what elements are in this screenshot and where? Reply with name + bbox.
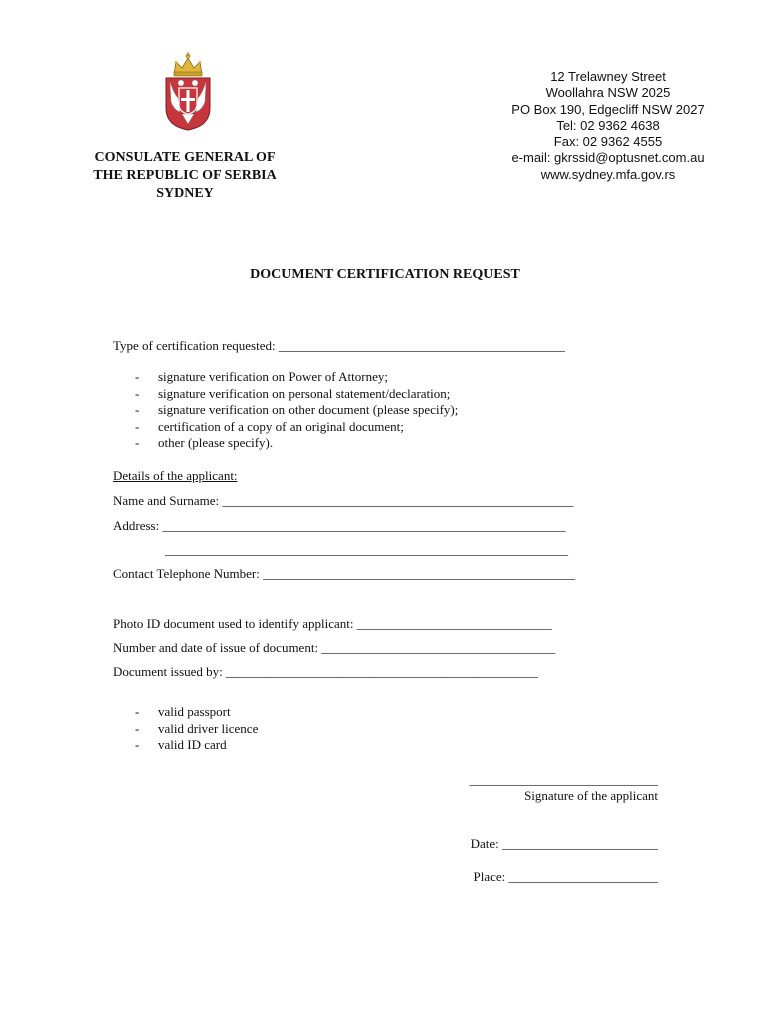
bullet-dash: - (135, 402, 140, 417)
crown-icon (174, 52, 202, 76)
contact-telephone-field[interactable]: Contact Telephone Number: ________________________________________________ (113, 566, 576, 581)
contact-website: www.sydney.mfa.gov.rs (540, 166, 676, 182)
serbia-coat-of-arms-icon (160, 50, 216, 132)
consulate-name-line: SYDNEY (156, 186, 214, 201)
applicant-details-heading (113, 468, 238, 484)
certification-options-list (113, 369, 458, 452)
list-item-label: certification of a copy of an original document; (158, 418, 404, 434)
contact-block (470, 69, 746, 183)
contact-tel: Tel: 02 9362 4638 (556, 117, 660, 133)
signature-line[interactable]: _____________________________ (469, 772, 658, 787)
list-item-label: signature verification on Power of Attorney; (158, 369, 388, 384)
list-item (113, 737, 258, 754)
list-item (113, 721, 258, 738)
document-number-date-field[interactable]: Number and date of issue of document: ____________________________________ (113, 640, 556, 655)
signature-label: Signature of the applicant (524, 788, 658, 803)
certification-type-field[interactable]: Type of certification requested: ____________________________________________ (113, 338, 565, 353)
bullet-dash: - (135, 737, 140, 752)
bullet-dash: - (135, 704, 140, 719)
address-field-line-2[interactable]: ______________________________________________________________ (165, 542, 568, 557)
bullet-dash: - (135, 418, 140, 434)
contact-suburb: Woollahra NSW 2025 (545, 85, 671, 101)
list-item-label: signature verification on personal statement/declaration; (158, 385, 451, 401)
bullet-dash: - (135, 720, 140, 736)
bullet-dash: - (135, 385, 140, 401)
document-issued-by-field[interactable]: Document issued by: ________________________________________________ (113, 664, 539, 679)
contact-fax: Fax: 02 9362 4555 (553, 134, 663, 150)
valid-documents-list (113, 704, 258, 754)
list-item (113, 704, 258, 721)
list-item-label: signature verification on other document (please specify); (158, 402, 459, 417)
list-item-label: other (please specify). (158, 435, 274, 450)
name-surname-field[interactable]: Name and Surname: ______________________________________________________ (113, 493, 574, 508)
contact-po-box: PO Box 190, Edgecliff NSW 2027 (511, 101, 705, 117)
list-item-label: valid ID card (158, 737, 227, 752)
list-item (113, 369, 458, 386)
list-item (113, 435, 458, 452)
place-field[interactable]: Place: _______________________ (473, 869, 658, 884)
consulate-name-line: CONSULATE GENERAL OF (94, 150, 276, 165)
page-title: DOCUMENT CERTIFICATION REQUEST (250, 267, 520, 282)
applicant-details-heading-text: Details of the applicant: (113, 468, 238, 483)
list-item-label: valid passport (158, 704, 231, 719)
contact-email: e-mail: gkrssid@optusnet.com.au (511, 150, 705, 166)
photo-id-field[interactable]: Photo ID document used to identify applicant: ______________________________ (113, 616, 552, 631)
bullet-dash: - (135, 369, 140, 384)
address-field[interactable]: Address: ______________________________________________________________ (113, 518, 566, 533)
list-item (113, 402, 458, 419)
contact-street: 12 Trelawney Street (550, 69, 666, 84)
list-item (113, 419, 458, 436)
list-item (113, 386, 458, 403)
consulate-name-line: THE REPUBLIC OF SERBIA (93, 168, 277, 183)
consulate-name (72, 149, 298, 203)
list-item-label: valid driver licence (158, 720, 259, 736)
date-field[interactable]: Date: ________________________ (470, 836, 658, 851)
bullet-dash: - (135, 435, 140, 450)
